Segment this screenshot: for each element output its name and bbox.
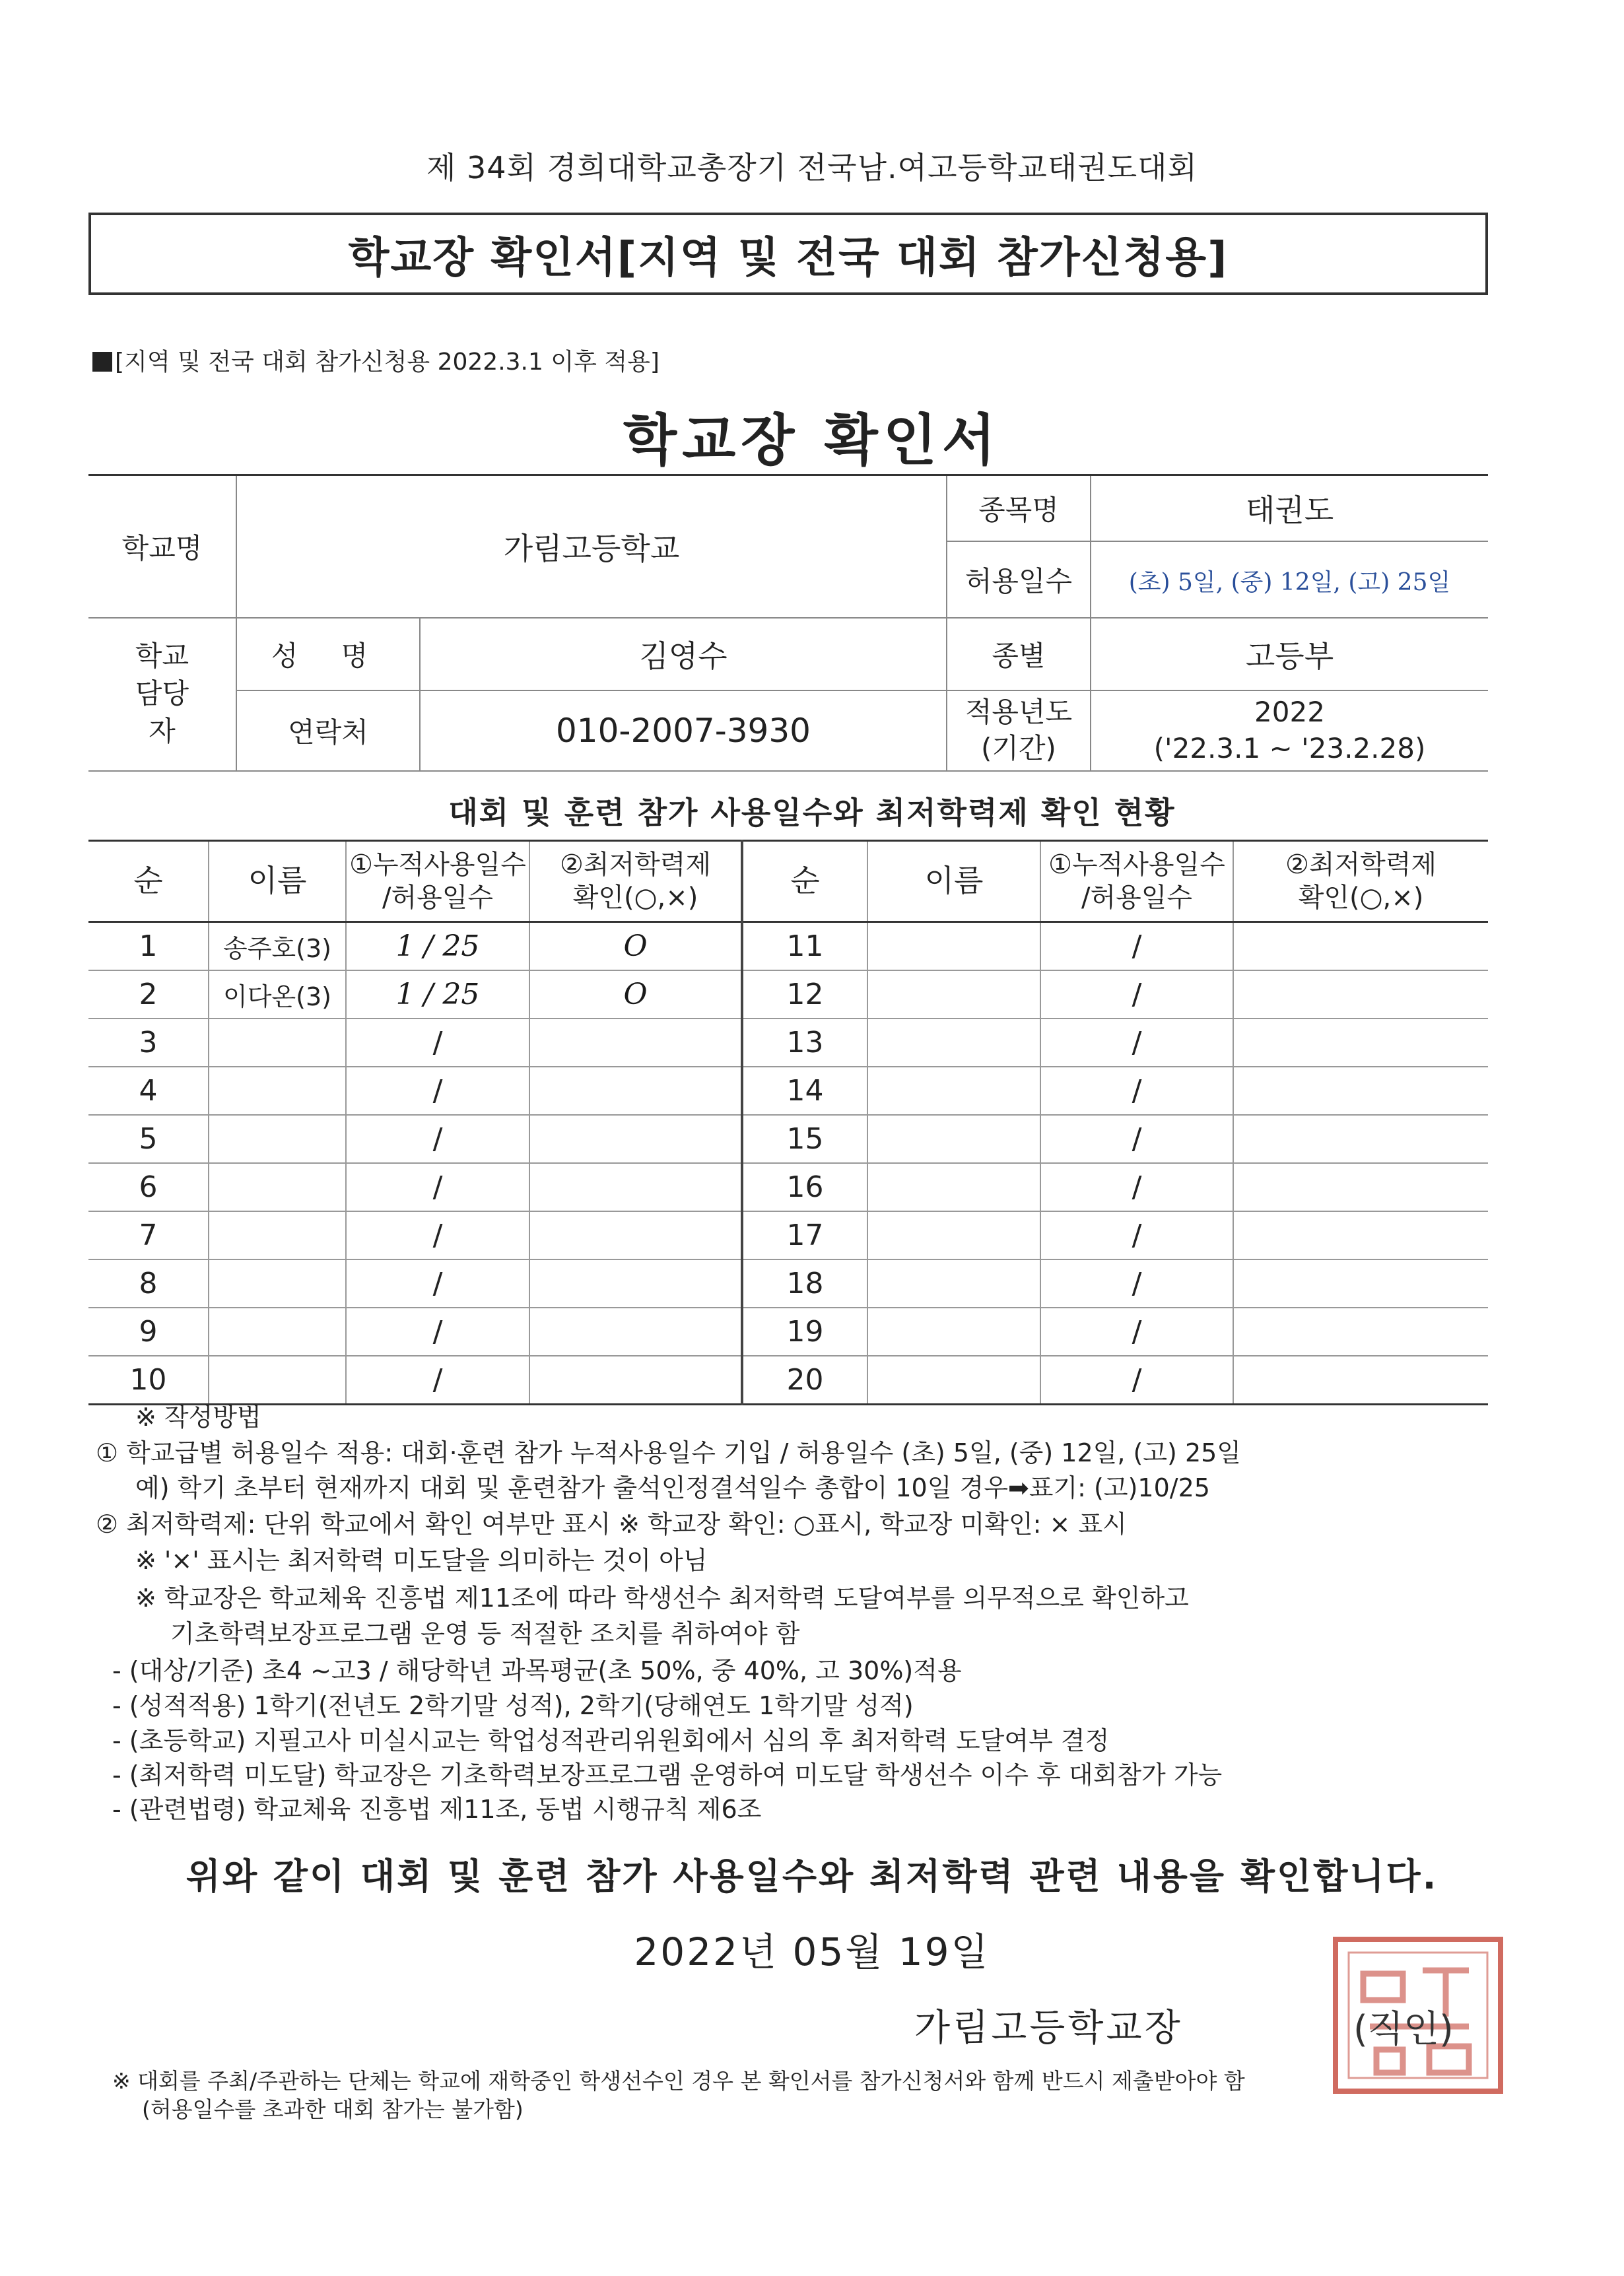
roster-header-row: [88, 841, 1488, 922]
guide-line-1: ① 학교급별 허용일수 적용: 대회·훈련 참가 누적사용일수 기입 / 허용일수 (초) 5일, (중) 12일, (고) 25일: [96, 1438, 1242, 1467]
roster-row: [88, 1259, 1488, 1308]
row-check-right: [1233, 1115, 1488, 1163]
row-check-right: [1233, 1308, 1488, 1356]
confirmation-statement: 위와 같이 대회 및 훈련 참가 사용일수와 최저학력 관련 내용을 확인합니다.: [186, 1856, 1438, 1897]
row-check: [529, 1067, 742, 1115]
row-name-right: [867, 1115, 1040, 1163]
header-days-right-line1: ①누적사용일수: [1048, 850, 1225, 880]
row-name-right: [867, 1308, 1040, 1356]
manager-label: 학교 담당자: [135, 640, 189, 747]
row-check: [529, 1308, 742, 1356]
header-days-line1: ①누적사용일수: [349, 850, 526, 880]
row-no: 5: [88, 1115, 209, 1163]
section-title: 대회 및 훈련 참가 사용일수와 최저학력제 확인 현황: [448, 795, 1176, 830]
row-no-right: 19: [742, 1308, 867, 1356]
document-box-title: [88, 213, 1488, 295]
row-days-right: /: [1040, 1356, 1233, 1405]
year-label: 적용년도: [964, 695, 1073, 728]
guide-line-5: ※ 학교장은 학교체육 진흥법 제11조에 따라 학생선수 최저학력 도달여부를 의무적으로 확인하고: [135, 1584, 1189, 1613]
contact-value: 010-2007-3930: [420, 690, 947, 771]
row-name: [209, 1163, 346, 1211]
header-check-right-line1: ②최저학력제: [1285, 850, 1437, 880]
guide-line-3: ② 최저학력제: 단위 학교에서 확인 여부만 표시 ※ 학교장 확인: ○표시, 학교장 미확인: × 표시: [96, 1510, 1127, 1539]
name-label: [236, 618, 420, 690]
bottom-note-line-2: (허용일수를 초과한 대회 참가는 불가함): [142, 2096, 524, 2122]
row-days-right: /: [1040, 1211, 1233, 1259]
row-no: 1: [88, 922, 209, 971]
year-label-cell: [947, 690, 1091, 771]
row-check-right: [1233, 1067, 1488, 1115]
school-name-value: 가림고등학교: [236, 475, 947, 618]
row-check: O: [529, 922, 742, 971]
guide-line-2: 예) 학기 초부터 현재까지 대회 및 훈련참가 출석인정결석일수 총합이 10일 경우➡표기: (고)10/25: [135, 1473, 1210, 1502]
year-cell: [1091, 690, 1488, 771]
header-check-line2: 확인(○,×): [572, 883, 698, 913]
period-value: ('22.3.1 ~ '23.2.28): [1153, 731, 1426, 764]
roster-row: [88, 970, 1488, 1019]
row-days: /: [346, 1115, 529, 1163]
row-name-right: [867, 970, 1040, 1019]
roster-table: [88, 840, 1488, 1405]
sport-label: 종목명: [947, 475, 1091, 541]
row-days: /: [346, 1019, 529, 1067]
header-check-right: [1233, 841, 1488, 922]
guide-line-10: - (최저학력 미도달) 학교장은 기초학력보장프로그램 운영하여 미도달 학생선수 이수 후 대회참가 가능: [112, 1760, 1223, 1790]
allowed-days-value: (초) 5일, (중) 12일, (고) 25일: [1128, 568, 1451, 596]
row-check-right: [1233, 1019, 1488, 1067]
row-name-right: [867, 1163, 1040, 1211]
row-days: /: [346, 1211, 529, 1259]
row-name-right: [867, 1067, 1040, 1115]
row-check: [529, 1211, 742, 1259]
roster-row: [88, 1019, 1488, 1067]
row-check: [529, 1019, 742, 1067]
row-name: 송주호(3): [209, 922, 346, 971]
row-check-right: [1233, 1211, 1488, 1259]
manager-label-cell: [88, 618, 236, 771]
header-check-right-line2: 확인(○,×): [1298, 883, 1424, 913]
applicability-note: [92, 343, 660, 377]
row-no-right: 13: [742, 1019, 867, 1067]
issue-date: 2022년 05월 19일: [634, 1929, 990, 1974]
row-name: [209, 1356, 346, 1405]
header-name-right: 이름: [867, 841, 1040, 922]
roster-row: [88, 1115, 1488, 1163]
row-days: /: [346, 1067, 529, 1115]
row-days-right: /: [1040, 1308, 1233, 1356]
row-days-right: /: [1040, 922, 1233, 971]
row-check-right: [1233, 922, 1488, 971]
row-no: 6: [88, 1163, 209, 1211]
row-days-right: /: [1040, 1019, 1233, 1067]
row-no: 7: [88, 1211, 209, 1259]
row-check: [529, 1115, 742, 1163]
row-days-right: /: [1040, 970, 1233, 1019]
guide-line-8: - (성적적용) 1학기(전년도 2학기말 성적), 2학기(당해연도 1학기말 성적): [112, 1691, 914, 1720]
row-no: 3: [88, 1019, 209, 1067]
row-name: [209, 1115, 346, 1163]
roster-row: [88, 1308, 1488, 1356]
guide-heading: ※ 작성방법: [135, 1403, 261, 1432]
guide-line-6: 기초학력보장프로그램 운영 등 적절한 조치를 취하여야 함: [170, 1619, 800, 1648]
row-days: /: [346, 1163, 529, 1211]
header-days-line2: /허용일수: [382, 883, 494, 913]
row-no-right: 14: [742, 1067, 867, 1115]
box-title-text: 학교장 확인서[지역 및 전국 대회 참가신청용]: [348, 233, 1229, 283]
principal-name: 가림고등학교장: [914, 2007, 1183, 2050]
period-label: (기간): [981, 731, 1056, 764]
row-no-right: 12: [742, 970, 867, 1019]
row-name-right: [867, 922, 1040, 971]
header-name: 이름: [209, 841, 346, 922]
roster-row: [88, 1211, 1488, 1259]
row-name: [209, 1259, 346, 1308]
row-name: [209, 1308, 346, 1356]
row-days: /: [346, 1259, 529, 1308]
header-check: [529, 841, 742, 922]
row-name: [209, 1067, 346, 1115]
allowed-days-cell: [1091, 541, 1488, 618]
guide-line-9: - (초등학교) 지필고사 미실시교는 학업성적관리위원회에서 심의 후 최저학력 도달여부 결정: [112, 1726, 1110, 1755]
row-days: /: [346, 1308, 529, 1356]
header-days-right: [1040, 841, 1233, 922]
roster-row: [88, 1356, 1488, 1405]
guide-line-4: ※ '×' 표시는 최저학력 미도달을 의미하는 것이 아님: [135, 1546, 708, 1575]
bottom-note-line-1: ※ 대회를 주최/주관하는 단체는 학교에 재학중인 학생선수인 경우 본 확인서를 참가신청서와 함께 반드시 제출받아야 함: [112, 2068, 1245, 2094]
manager-name-value: 김영수: [420, 618, 947, 690]
row-name: 이다온(3): [209, 970, 346, 1019]
allowed-days-label: 허용일수: [947, 541, 1091, 618]
row-no: 2: [88, 970, 209, 1019]
year-value: 2022: [1254, 695, 1325, 728]
row-no: 9: [88, 1308, 209, 1356]
row-check-right: [1233, 1259, 1488, 1308]
row-no: 4: [88, 1067, 209, 1115]
row-check: [529, 1163, 742, 1211]
row-name: [209, 1211, 346, 1259]
school-name-label: 학교명: [88, 475, 236, 618]
header-days: [346, 841, 529, 922]
row-check-right: [1233, 1356, 1488, 1405]
sport-value: 태권도: [1091, 475, 1488, 541]
roster-row: [88, 922, 1488, 971]
header-no-right: 순: [742, 841, 867, 922]
row-name-right: [867, 1211, 1040, 1259]
contact-label: 연락처: [236, 690, 420, 771]
row-no-right: 11: [742, 922, 867, 971]
row-no-right: 17: [742, 1211, 867, 1259]
row-days-right: /: [1040, 1163, 1233, 1211]
row-no-right: 20: [742, 1356, 867, 1405]
seal-label: (직인): [1353, 2008, 1454, 2051]
main-title: 학교장 확인서: [623, 408, 1001, 473]
row-check-right: [1233, 1163, 1488, 1211]
header-days-right-line2: /허용일수: [1081, 883, 1193, 913]
row-name-right: [867, 1019, 1040, 1067]
roster-row: [88, 1067, 1488, 1115]
row-check-right: [1233, 970, 1488, 1019]
row-days: 1 / 25: [346, 970, 529, 1019]
row-days: /: [346, 1356, 529, 1405]
roster-row: [88, 1163, 1488, 1211]
header-no: 순: [88, 841, 209, 922]
guide-line-11: - (관련법령) 학교체육 진흥법 제11조, 동법 시행규칙 제6조: [112, 1795, 762, 1824]
school-info-table: [88, 474, 1488, 772]
row-name-right: [867, 1356, 1040, 1405]
row-no: 8: [88, 1259, 209, 1308]
row-name-right: [867, 1259, 1040, 1308]
row-days-right: /: [1040, 1067, 1233, 1115]
row-name: [209, 1019, 346, 1067]
division-label: 종별: [947, 618, 1091, 690]
square-bullet-icon: [92, 352, 112, 372]
row-days-right: /: [1040, 1115, 1233, 1163]
row-no-right: 15: [742, 1115, 867, 1163]
header-check-line1: ②최저학력제: [559, 850, 712, 880]
row-no-right: 16: [742, 1163, 867, 1211]
name-label-text: 성 명: [271, 639, 386, 672]
event-title: 제 34회 경희대학교총장기 전국남.여고등학교태권도대회: [426, 150, 1198, 185]
row-days-right: /: [1040, 1259, 1233, 1308]
applicability-note-text: [지역 및 전국 대회 참가신청용 2022.3.1 이후 적용]: [115, 349, 660, 376]
row-check: O: [529, 970, 742, 1019]
row-days: 1 / 25: [346, 922, 529, 971]
row-check: [529, 1259, 742, 1308]
row-check: [529, 1356, 742, 1405]
row-no-right: 18: [742, 1259, 867, 1308]
row-no: 10: [88, 1356, 209, 1405]
division-value: 고등부: [1091, 618, 1488, 690]
guide-line-7: - (대상/기준) 초4 ~고3 / 해당학년 과목평균(초 50%, 중 40%, 고 30%)적용: [112, 1656, 962, 1685]
